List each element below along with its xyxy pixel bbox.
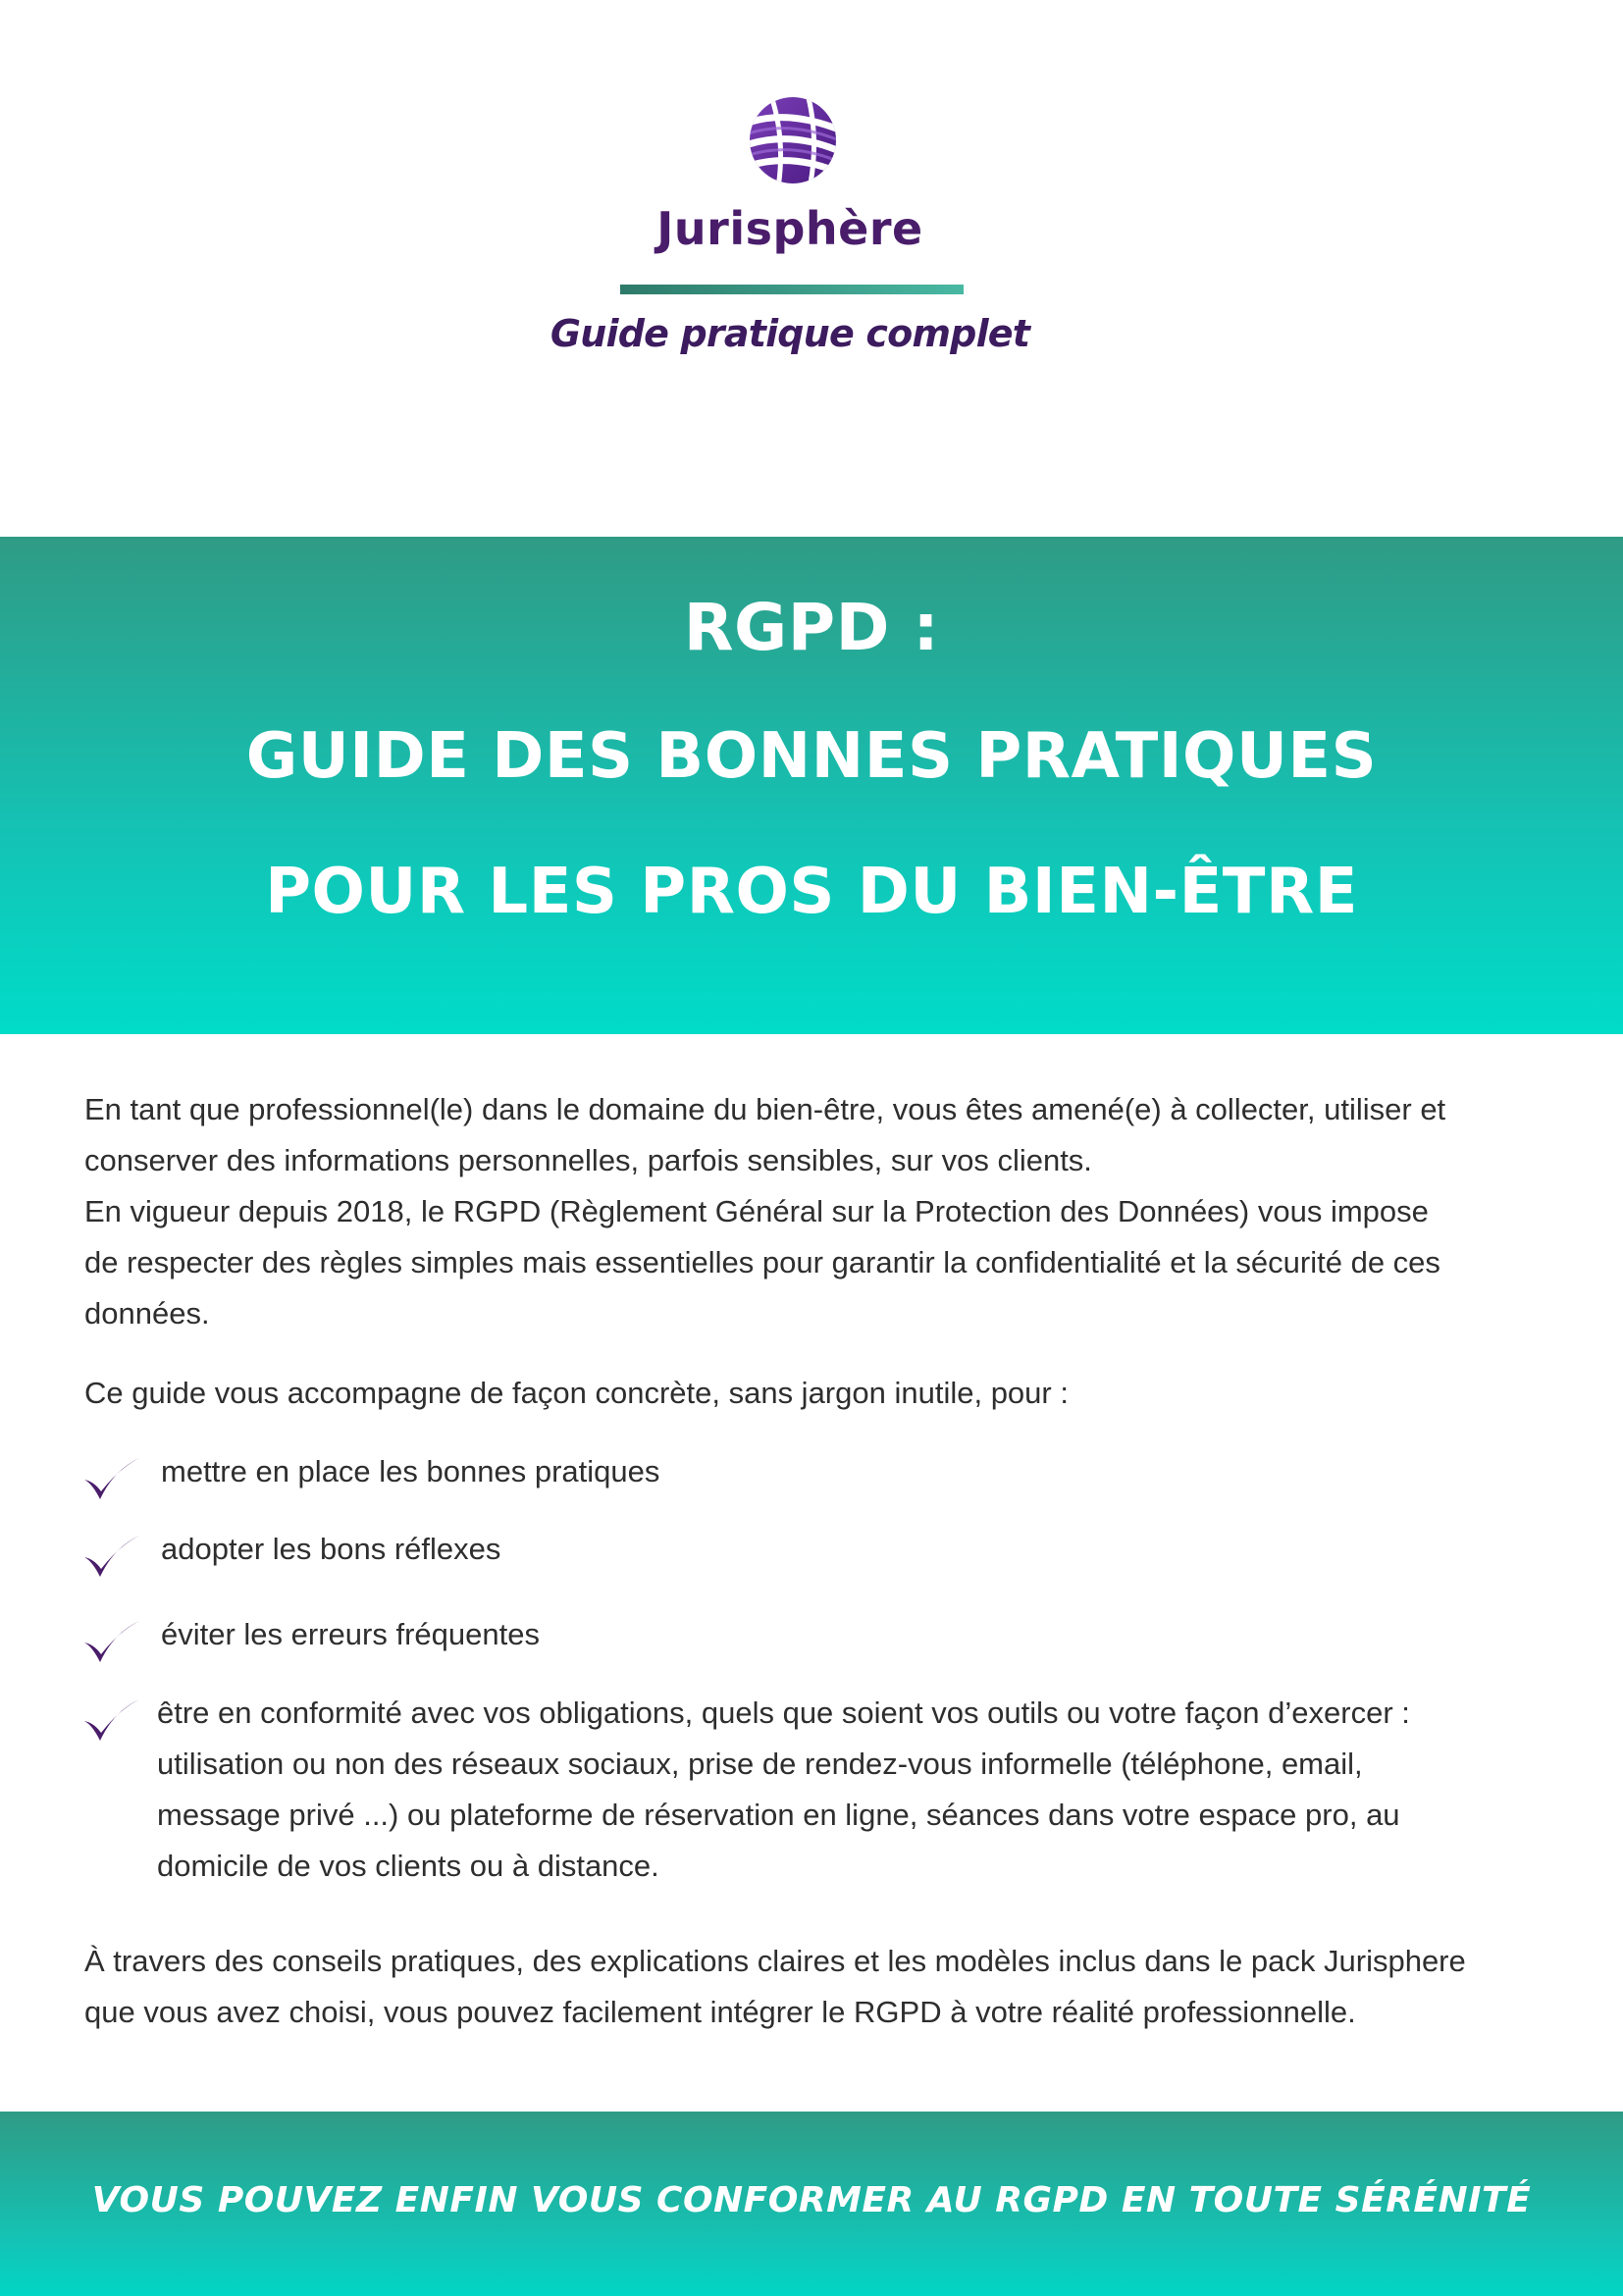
checklist-item-text	[157, 1688, 1570, 1892]
jurisphere-logo-icon	[748, 95, 838, 185]
checklist-item-line-1: être en conformité avec vos obligations, quels que soient vos outils ou votre façon d’exercer :	[157, 1696, 1410, 1730]
intro-line-2: conserver des informations personnelles, parfois sensibles, sur vos clients.	[84, 1143, 1092, 1177]
checklist-item-text: mettre en place les bonnes pratiques	[161, 1454, 660, 1488]
checklist-item-line-3: message privé ...) ou plateforme de réservation en ligne, séances dans votre espace pro, au	[157, 1798, 1400, 1832]
footer-banner-text: VOUS POUVEZ ENFIN VOUS CONFORMER AU RGPD EN TOUTE SÉRÉNITÉ	[91, 2180, 1532, 2220]
hero-title-line-3: POUR LES PROS DU BIEN-ÊTRE	[265, 856, 1358, 928]
intro-line-1: En tant que professionnel(le) dans le domaine du bien-être, vous êtes amené(e) à collecter, utiliser et	[84, 1092, 1446, 1126]
brand-name: Jurisphère	[656, 202, 923, 255]
checkmark-icon	[82, 1532, 141, 1583]
footer-banner	[0, 2112, 1623, 2296]
checklist-item-text: éviter les erreurs fréquentes	[161, 1617, 540, 1651]
intro-line-5: données.	[84, 1296, 210, 1331]
brand-divider	[620, 285, 964, 294]
hero-banner	[0, 537, 1623, 1034]
hero-title-line-1: RGPD :	[683, 590, 940, 665]
brand-tagline: Guide pratique complet	[550, 312, 1030, 355]
conclusion-line-2: que vous avez choisi, vous pouvez facilement intégrer le RGPD à votre réalité professionnelle.	[84, 1995, 1356, 2029]
conclusion-line-1: À travers des conseils pratiques, des explications claires et les modèles inclus dans le pack Jurisphere	[84, 1944, 1466, 1978]
intro-line-3: En vigueur depuis 2018, le RGPD (Règlement Général sur la Protection des Données) vous impose	[84, 1194, 1429, 1228]
checkmark-icon	[82, 1696, 141, 1747]
checklist-item-line-2: utilisation ou non des réseaux sociaux, prise de rendez-vous informelle (téléphone, email,	[157, 1747, 1363, 1781]
intro-line-4: de respecter des règles simples mais essentielles pour garantir la confidentialité et la sécurité de ces	[84, 1245, 1440, 1279]
checklist-item-text: adopter les bons réflexes	[161, 1532, 501, 1566]
guide-purpose-paragraph: Ce guide vous accompagne de façon concrète, sans jargon inutile, pour :	[84, 1376, 1069, 1410]
checklist-item-line-4: domicile de vos clients ou à distance.	[157, 1849, 659, 1883]
checkmark-icon	[82, 1454, 141, 1505]
hero-title-line-2: GUIDE DES BONNES PRATIQUES	[245, 720, 1378, 793]
conclusion-paragraph	[84, 1936, 1576, 2038]
intro-paragraph	[84, 1084, 1537, 1339]
checkmark-icon	[82, 1617, 141, 1668]
